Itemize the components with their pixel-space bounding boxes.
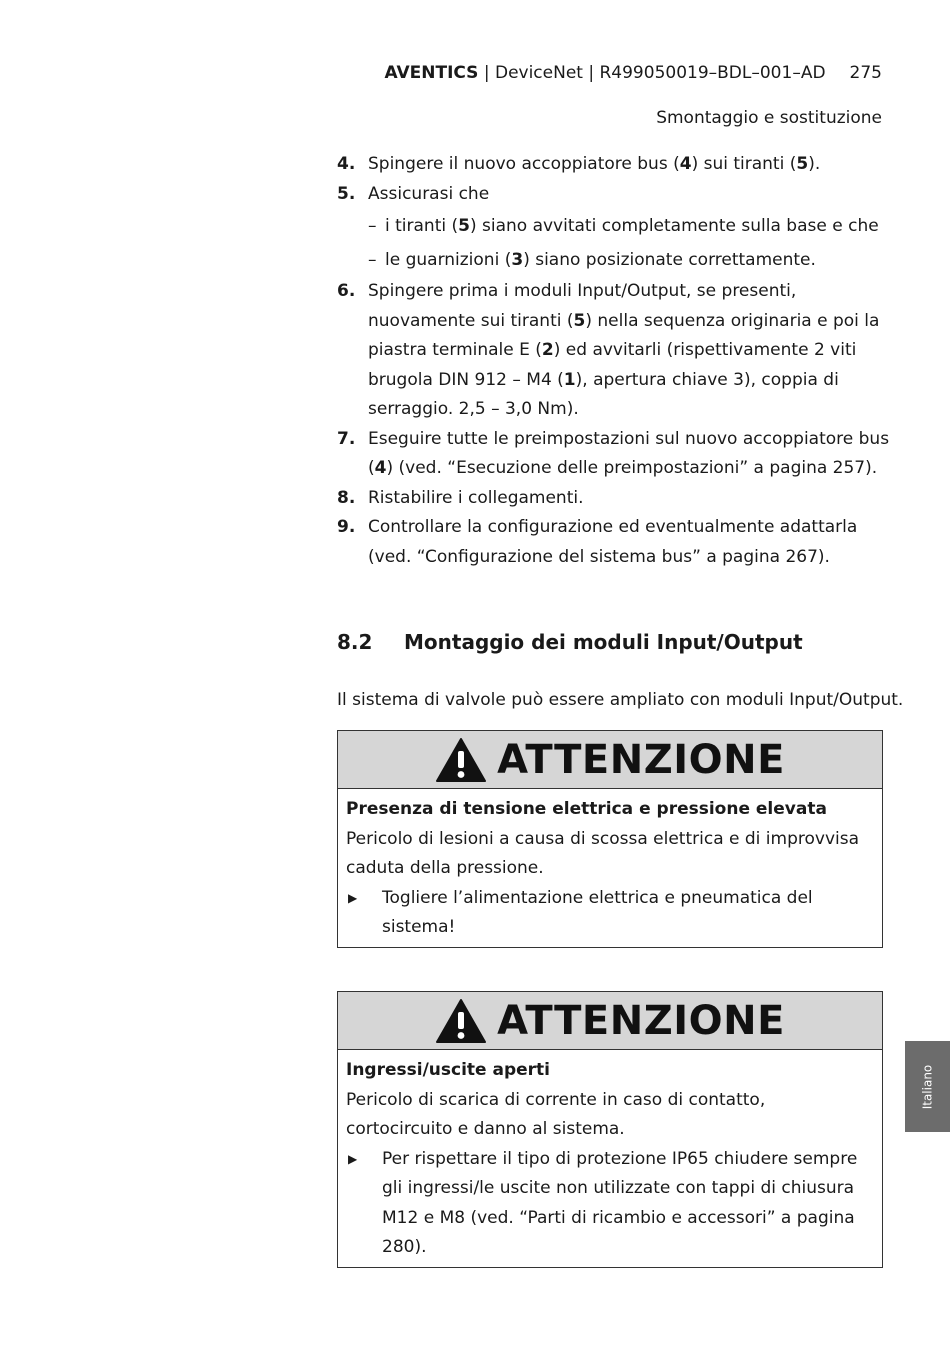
- dash-marker: –: [368, 216, 377, 236]
- step-5-sub-a: [337, 209, 892, 243]
- step-text: ) nella sequenza originaria e poi la piastra terminale E (: [368, 310, 880, 360]
- warning-description: Pericolo di lesioni a causa di scossa elettrica e di improvvisa caduta della pressione.: [346, 828, 860, 878]
- step-text: ).: [808, 154, 821, 174]
- triangle-right-icon: ▶: [348, 890, 358, 905]
- triangle-right-icon: ▶: [348, 1151, 358, 1166]
- step-text: ) siano avvitati completamente sulla base e che: [469, 216, 879, 236]
- warning-body: [338, 789, 882, 947]
- step-text: i tiranti (: [385, 216, 459, 236]
- step-text: le guarnizioni (: [385, 250, 512, 270]
- step-7: [337, 425, 892, 484]
- step-number: 5.: [337, 183, 356, 204]
- warning-triangle-icon: [435, 737, 487, 783]
- step-8: [337, 484, 892, 514]
- warning-title: ATTENZIONE: [497, 997, 785, 1044]
- warning-action-text: Per rispettare il tipo di protezione IP65 chiudere sempre gli ingressi/le uscite non utilizzate con tappi di chiusura M12 e M8 (ved. “Parti di ricambio e accessori” a pagina 280).: [382, 1148, 858, 1257]
- step-text: Assicurasi che: [368, 183, 490, 204]
- ref-number: 1: [563, 369, 576, 390]
- step-text: ) ed avvitarli (rispettivamente 2 viti brugola DIN 912 – M4 (: [368, 340, 857, 390]
- ref-number: 4: [374, 458, 387, 478]
- ref-number: 2: [541, 340, 554, 360]
- language-tab-label: Italiano: [920, 1064, 935, 1109]
- page-number: 275: [849, 63, 882, 83]
- running-header: [384, 63, 882, 83]
- step-number: 6.: [337, 281, 356, 301]
- step-text: ) siano posizionate correttamente.: [523, 250, 816, 270]
- ref-number: 5: [573, 310, 586, 331]
- ref-number: 4: [679, 154, 692, 174]
- step-number: 9.: [337, 517, 356, 537]
- section-heading: [337, 630, 803, 654]
- ref-number: 3: [511, 250, 524, 270]
- warning-subtitle: Presenza di tensione elettrica e pressione elevata: [346, 799, 827, 819]
- step-5: [337, 180, 892, 210]
- step-text: Ristabilire i collegamenti.: [368, 487, 584, 508]
- header-document-id: | DeviceNet | R499050019–BDL–001–AD: [478, 63, 826, 83]
- step-text: ), apertura chiave 3), coppia di serraggio. 2,5 – 3,0 Nm).: [368, 369, 839, 419]
- language-tab: [905, 1041, 950, 1132]
- step-number: 7.: [337, 428, 356, 449]
- ref-number: 5: [796, 154, 809, 174]
- warning-title: ATTENZIONE: [497, 736, 785, 783]
- warning-box-2: [337, 991, 883, 1268]
- step-text: Eseguire tutte le preimpostazioni sul nuovo accoppiatore bus (: [368, 428, 890, 478]
- steps-list: [337, 150, 892, 572]
- section-intro: Il sistema di valvole può essere ampliato con moduli Input/Output.: [337, 690, 904, 710]
- warning-action: [346, 1145, 874, 1263]
- step-number: 8.: [337, 487, 356, 508]
- section-title: Montaggio dei moduli Input/Output: [404, 630, 803, 654]
- step-4: [337, 150, 892, 180]
- warning-triangle-icon: [435, 998, 487, 1044]
- header-brand: AVENTICS: [384, 63, 479, 83]
- step-number: 4.: [337, 154, 356, 174]
- step-text: Controllare la configurazione ed eventualmente adattarla (ved. “Configurazione del sistema bus” a pagina 267).: [368, 517, 858, 567]
- dash-marker: –: [368, 250, 377, 270]
- ref-number: 5: [458, 216, 470, 236]
- step-text: Spingere il nuovo accoppiatore bus (: [368, 154, 680, 174]
- chapter-title: Smontaggio e sostituzione: [656, 108, 882, 128]
- warning-action: [346, 884, 874, 943]
- warning-description: Pericolo di scarica di corrente in caso di contatto, cortocircuito e danno al sistema.: [346, 1089, 766, 1139]
- section-number: 8.2: [337, 630, 373, 654]
- step-text: ) sui tiranti (: [691, 154, 797, 174]
- warning-header: [338, 731, 882, 789]
- step-5-sub-b: [337, 243, 892, 277]
- warning-box-1: [337, 730, 883, 948]
- step-text: Spingere prima i moduli Input/Output, se presenti, nuovamente sui tiranti (: [368, 281, 797, 331]
- step-6: [337, 277, 892, 425]
- warning-action-text: Togliere l’alimentazione elettrica e pneumatica del sistema!: [382, 887, 813, 937]
- warning-body: [338, 1050, 882, 1267]
- warning-subtitle: Ingressi/uscite aperti: [346, 1060, 550, 1080]
- step-text: ) (ved. “Esecuzione delle preimpostazioni” a pagina 257).: [386, 458, 878, 478]
- step-9: [337, 513, 892, 572]
- warning-header: [338, 992, 882, 1050]
